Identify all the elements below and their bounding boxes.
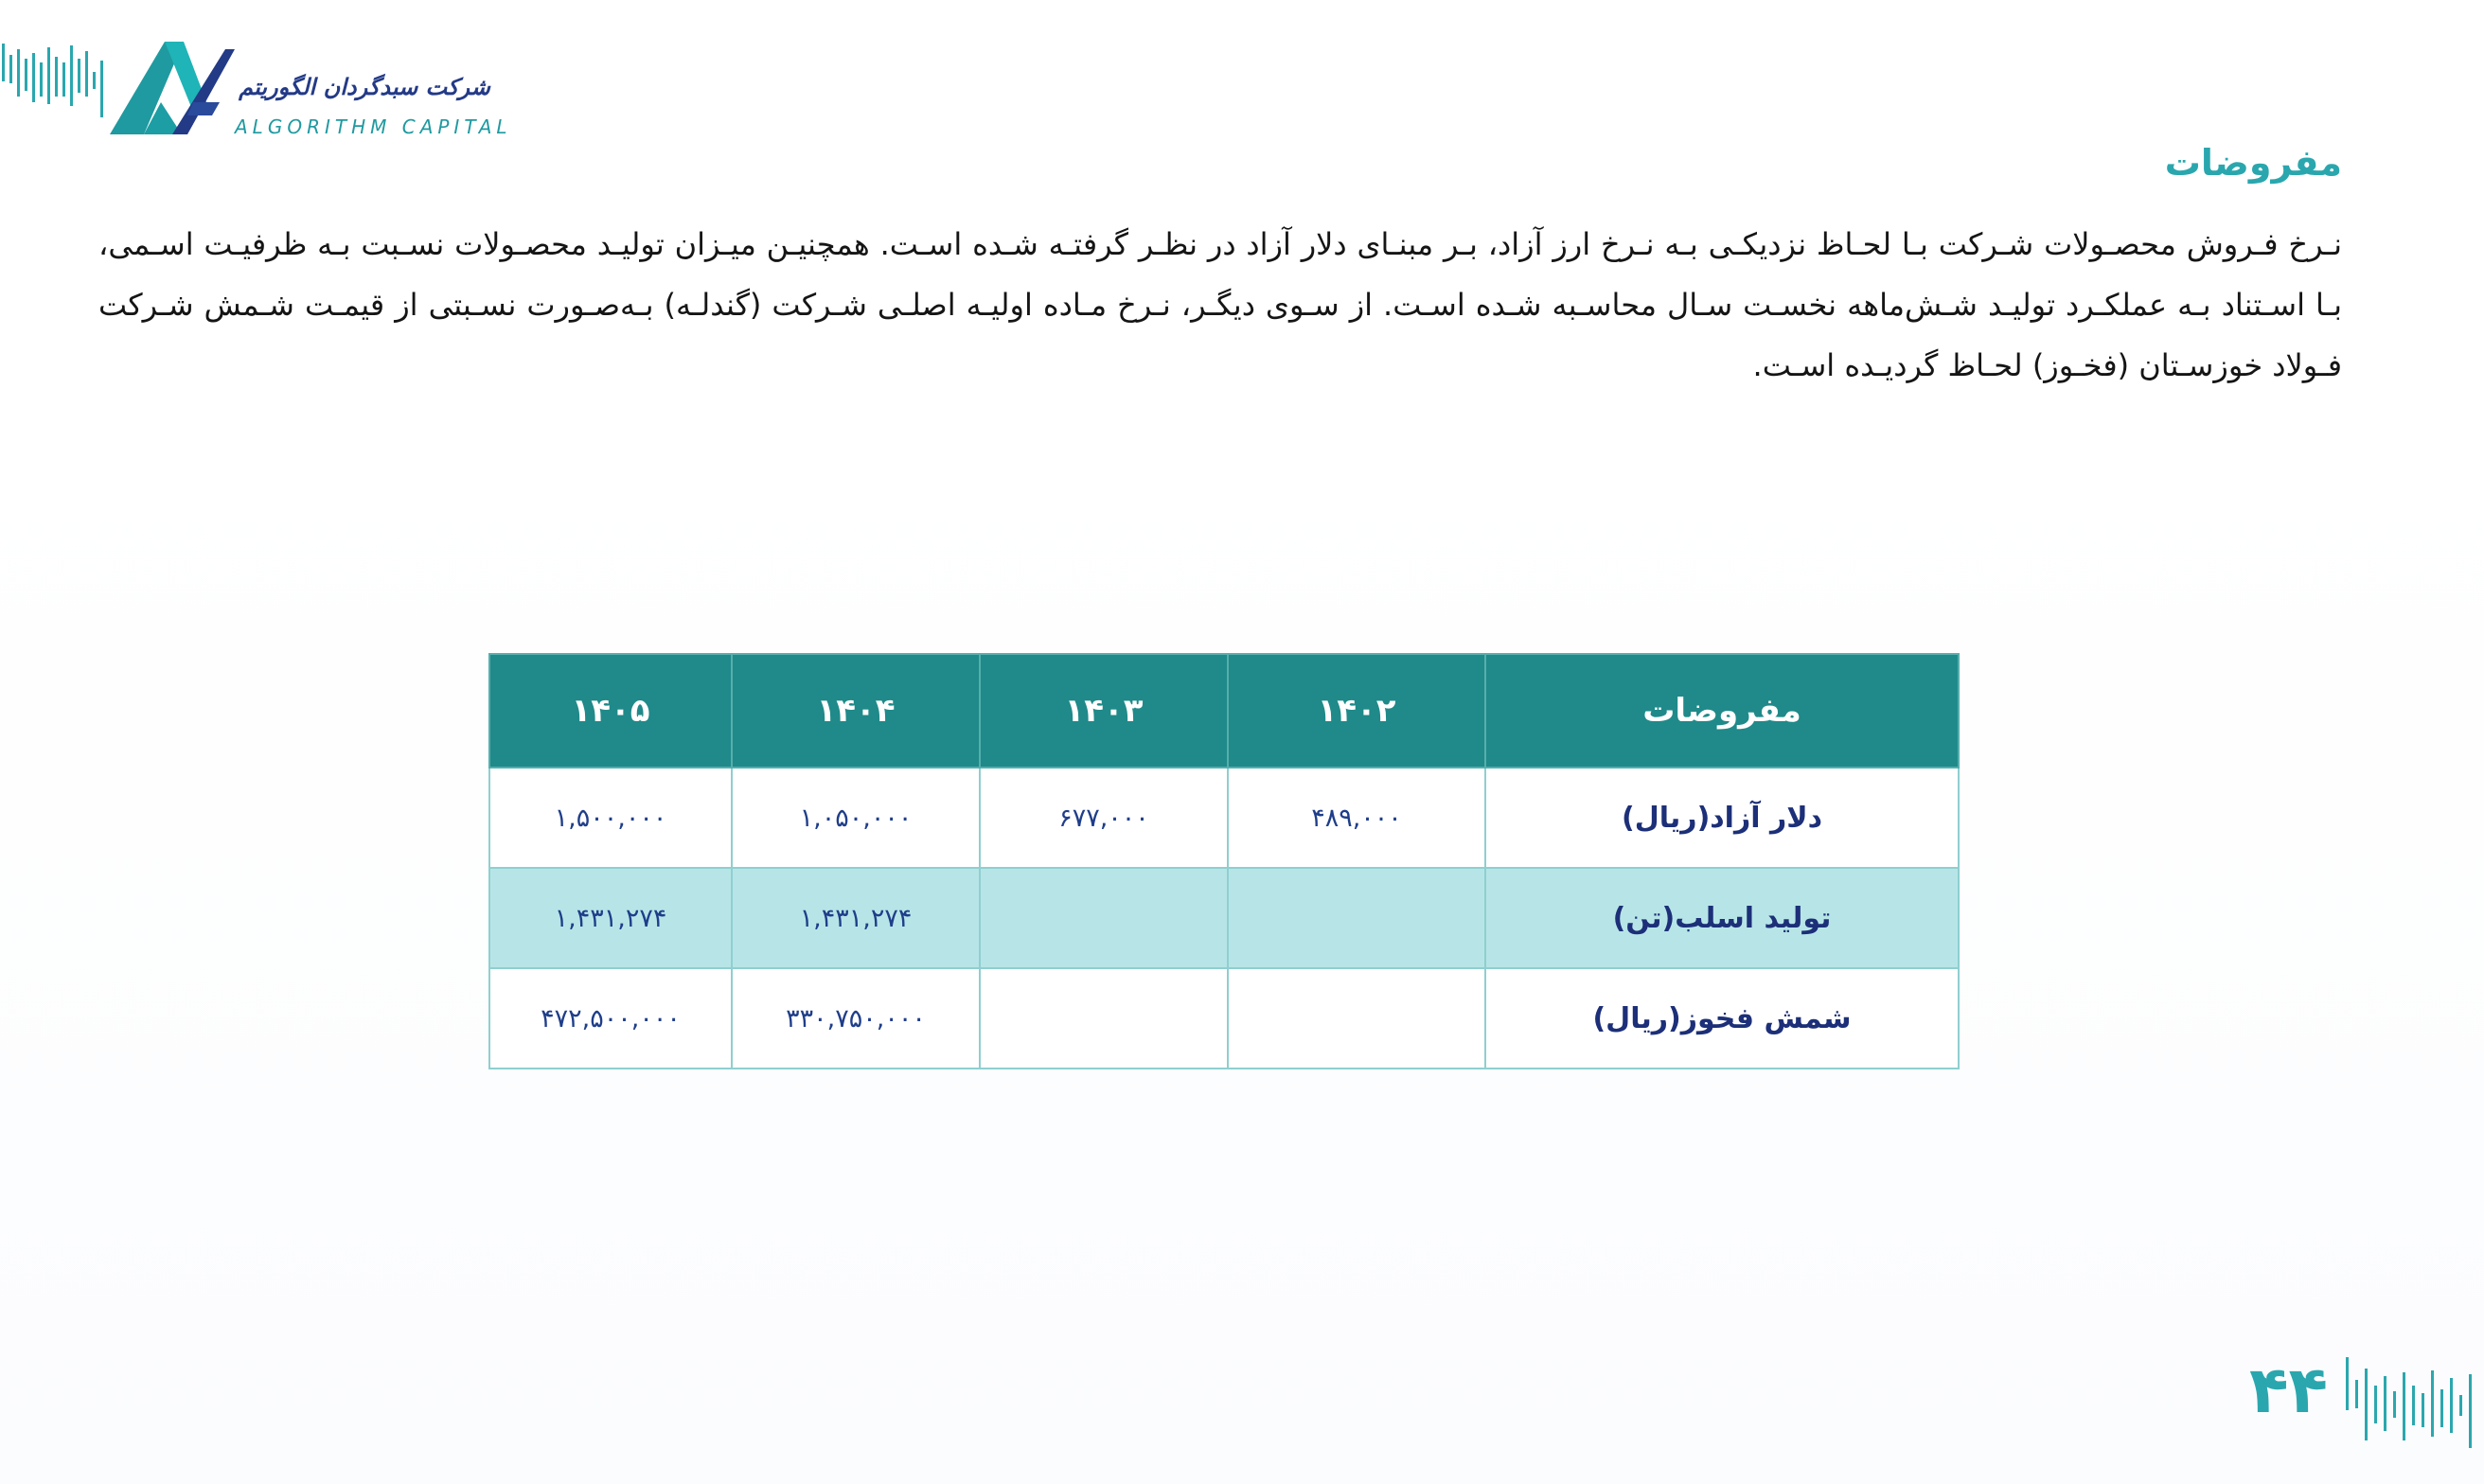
table-cell: ۳۳۰,۷۵۰,۰۰۰: [732, 968, 980, 1069]
table-cell: ۶۷۷,۰۰۰: [980, 768, 1228, 868]
company-logo: [0, 34, 511, 140]
audio-bars-icon: [2342, 1357, 2484, 1452]
table-cell: ۱,۴۳۱,۲۷۴: [732, 868, 980, 968]
table-row: [489, 868, 1959, 968]
table-cell: ۴۸۹,۰۰۰: [1228, 768, 1485, 868]
company-name-en: ALGORITHM CAPITAL: [235, 115, 512, 138]
algorithm-capital-logo-icon: [106, 36, 235, 138]
row-label: تولید اسلب(تن): [1485, 868, 1959, 968]
table-cell: ۱,۵۰۰,۰۰۰: [489, 768, 732, 868]
table-cell: ۱,۴۳۱,۲۷۴: [489, 868, 732, 968]
waveform-icon: [0, 34, 106, 140]
row-label: دلار آزاد(ریال): [1485, 768, 1959, 868]
header-year-1404: ۱۴۰۴: [732, 654, 980, 768]
intro-paragraph: نـرخ فـروش محصـولات شـرکت بـا لحـاظ نزدیکـی بـه نـرخ ارز آزاد، بـر مبنـای دلار آزاد در نظـر گرفتـه شـده اسـت. همچنیـن میـزان تولیـد محصـولات نسـبت بـه ظرفیـت اسـمی، بـا اسـتناد بـه عملکـرد تولیـد شـش‌ماهه نخسـت سـال محاسـبه شـده اسـت. از سـوی دیگـر، نـرخ مـاده اولیـه اصلـی شـرکت (گندلـه) بـه‌صـورت نسـبتی از قیمـت شـمش شـرکت فـولاد خوزسـتان (فخـوز) لحـاظ گردیـده اسـت.: [98, 226, 2342, 383]
header-year-1403: ۱۴۰۳: [980, 654, 1228, 768]
table-cell: [1228, 968, 1485, 1069]
company-name-fa: شرکت سبدگردان الگوریتم: [239, 74, 490, 100]
table-row: [489, 968, 1959, 1069]
row-label: شمش فخوز(ریال): [1485, 968, 1959, 1069]
table-cell: [980, 868, 1228, 968]
table-row: [489, 768, 1959, 868]
header-assumptions: مفروضات: [1485, 654, 1959, 768]
table-cell: [1228, 868, 1485, 968]
header-year-1405: ۱۴۰۵: [489, 654, 732, 768]
table-cell: ۱,۰۵۰,۰۰۰: [732, 768, 980, 868]
table-header-row: [489, 654, 1959, 768]
section-title: مفروضات: [2164, 142, 2342, 184]
page-number: ۴۴: [2249, 1353, 2329, 1428]
assumptions-table: [488, 653, 1960, 1069]
table-cell: [980, 968, 1228, 1069]
table-cell: ۴۷۲,۵۰۰,۰۰۰: [489, 968, 732, 1069]
header-year-1402: ۱۴۰۲: [1228, 654, 1485, 768]
